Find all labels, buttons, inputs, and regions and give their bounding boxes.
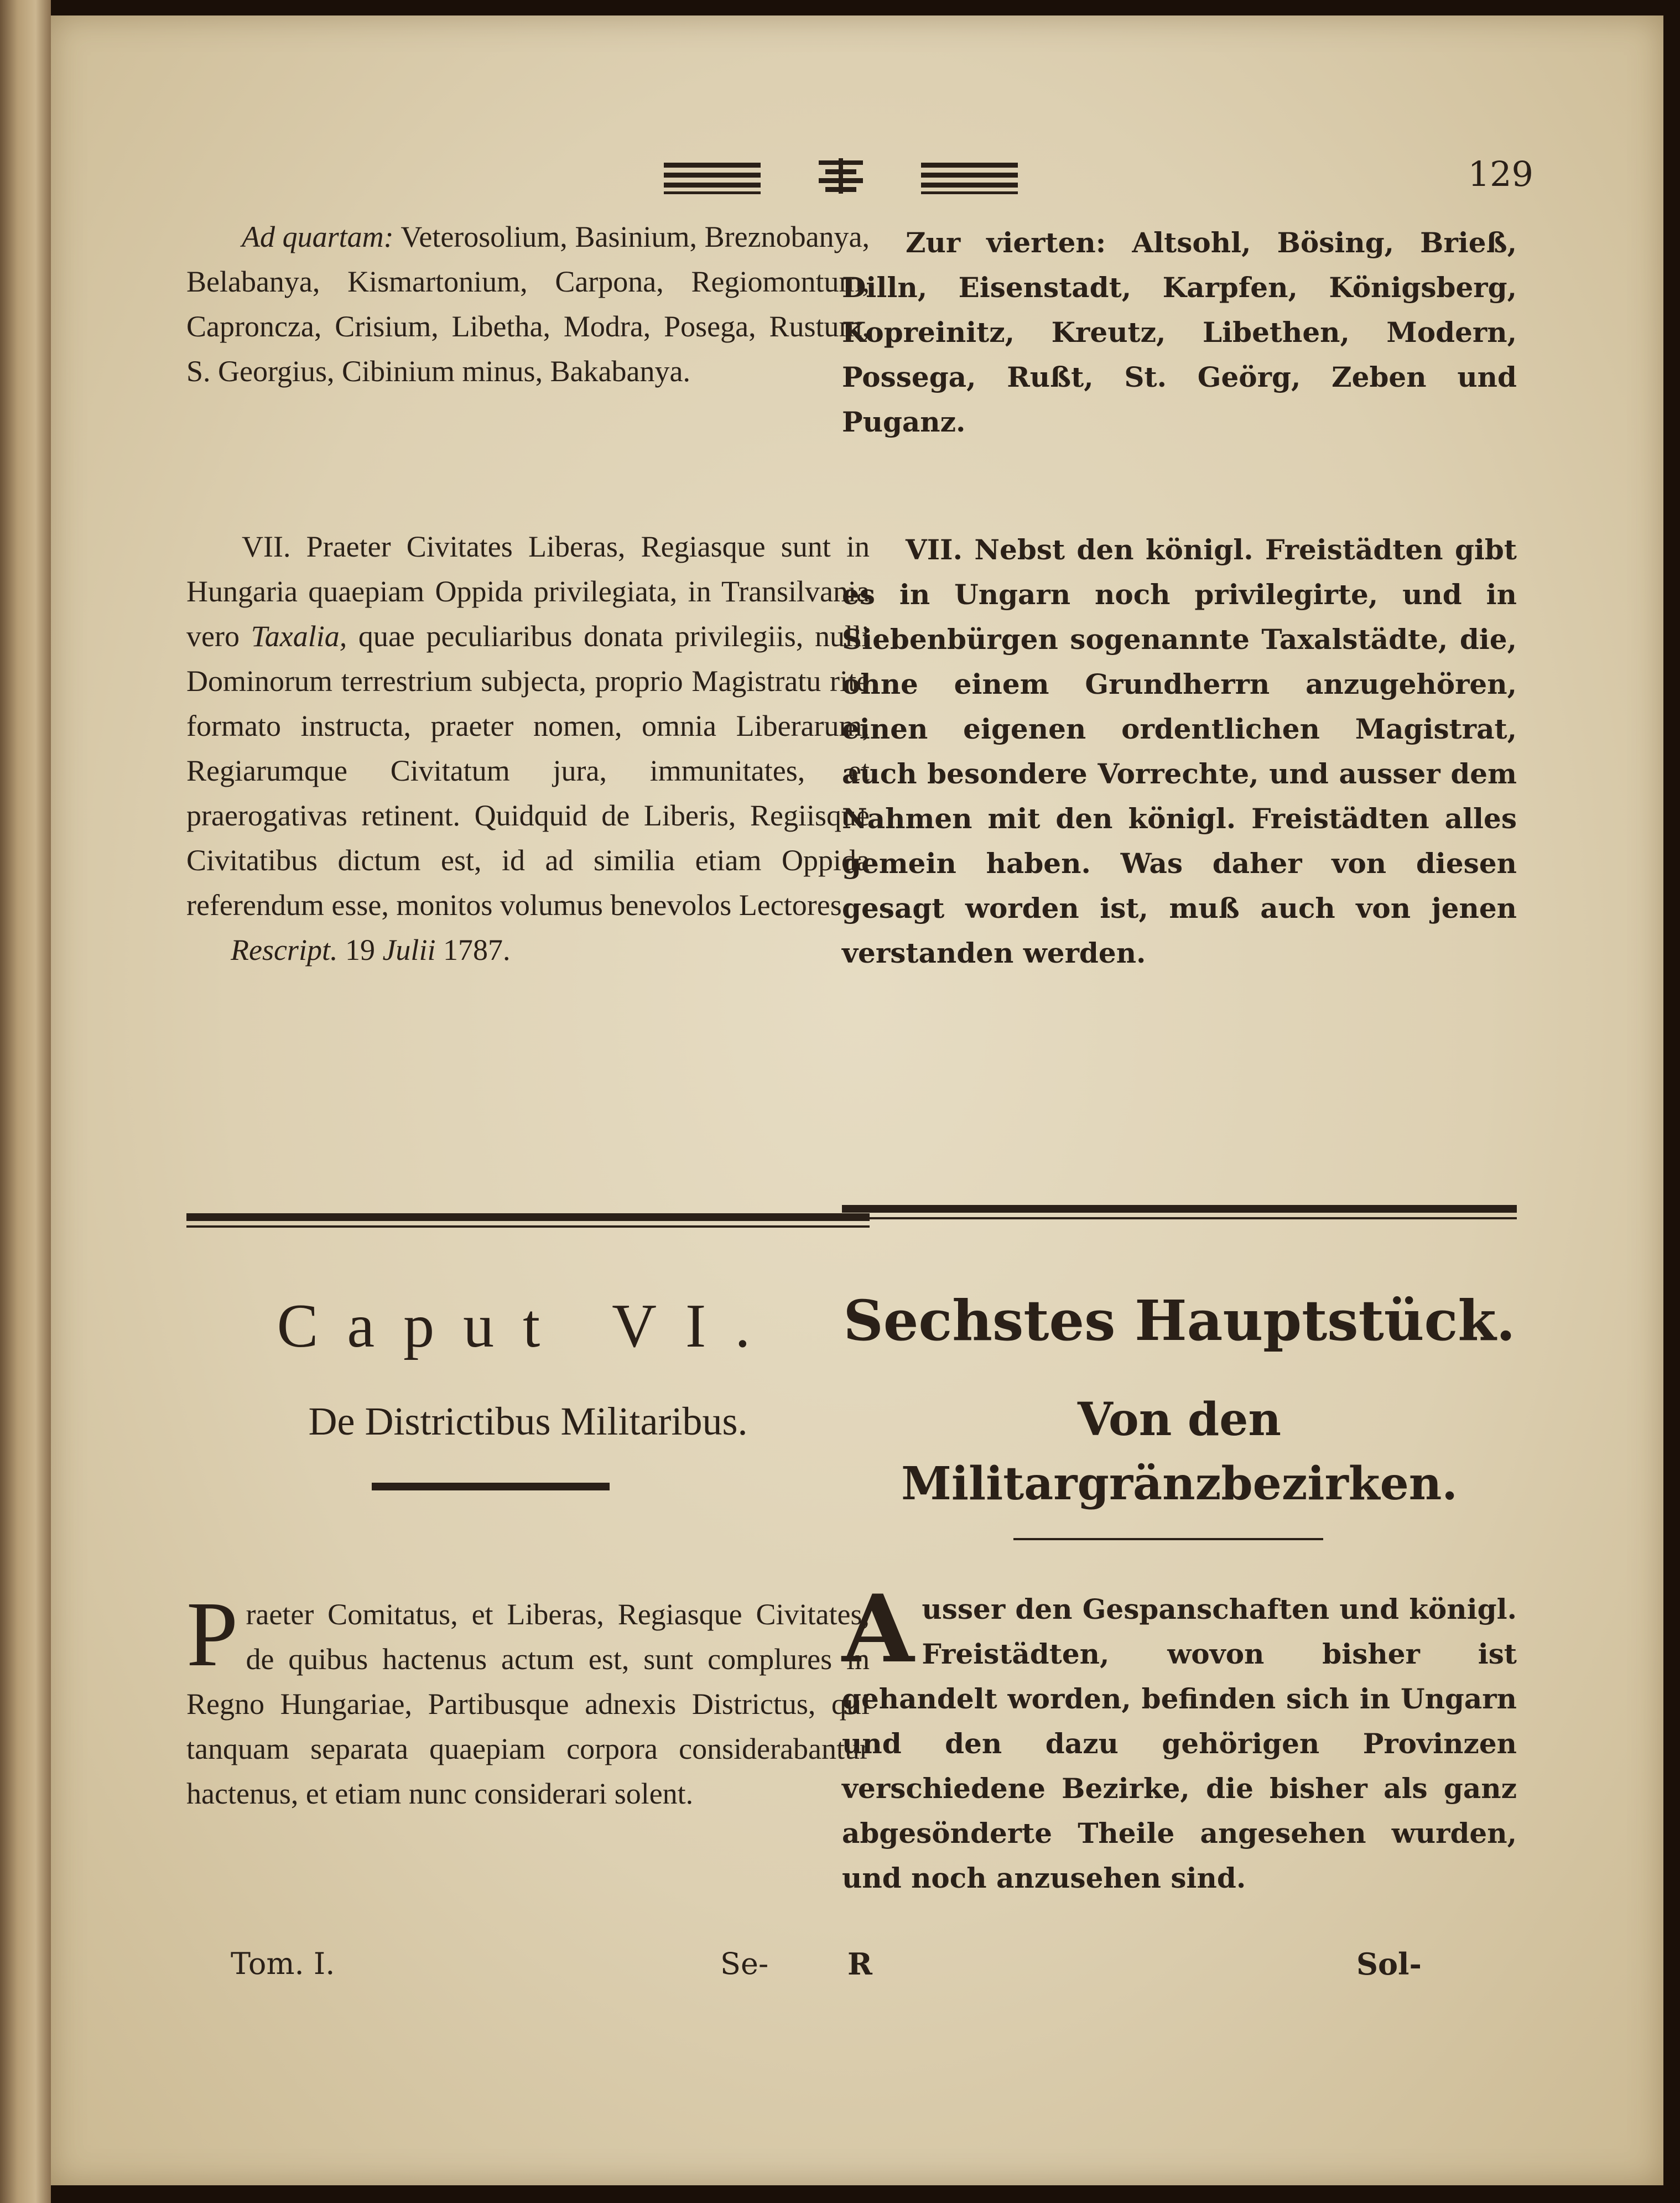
german-paragraph-1 <box>842 220 1517 444</box>
latin-paragraph-1 <box>186 215 870 394</box>
german-paragraph-2 <box>842 527 1517 975</box>
footer-signature-mark: R <box>847 1946 872 1982</box>
latin-p3-text: raeter Comitatus, et Liberas, Regiasque Civitates, de quibus hactenus actum est, sunt complures in Regno Hungariae, Partibusque adnexis Districtus, qui tanquam separata quaepiam corpora considerabantur hactenus, et etiam nunc considerari solent. <box>186 1598 870 1810</box>
german-chapter-rule <box>1013 1538 1323 1540</box>
latin-p2-italic: Taxalia, <box>251 620 347 653</box>
facing-page-edge <box>0 0 51 2203</box>
german-paragraph-3 <box>842 1574 1517 1900</box>
german-divider-rule <box>842 1205 1517 1213</box>
rescript-label: Rescript. <box>231 933 338 967</box>
german-divider-rule-thin <box>842 1217 1517 1219</box>
header-ornament-icon <box>664 158 1018 198</box>
german-p1-text: Zur vierten: Altsohl, Bösing, Brieß, Dilln, Eisenstadt, Karpfen, Königsberg, Kopreinitz, Kreutz, Libethen, Modern, Possega, Rußt, St. Geörg, Zeben und Puganz. <box>842 226 1517 438</box>
german-p3-text: usser den Gespanschaften und königl. Freistädten, wovon bisher ist gehandelt worden, befinden sich in Ungarn und den dazu gehörigen Provinzen verschiedene Bezirke, die bisher als ganz abgesönderte Theile angesehen wurden, und noch anzusehen sind. <box>842 1593 1517 1894</box>
latin-p1-label: Ad quartam: <box>242 220 394 253</box>
footer-german-catchword: Sol- <box>1356 1946 1422 1982</box>
german-p2-text: VII. Nebst den königl. Freistädten gibt es in Ungarn noch privilegirte, und in Siebenbürgen sogenannte Taxalstädte, die, ohne einem Grundherrn anzugehören, einen eigenen ordentlichen Magistrat, auch besondere Vorrechte, und ausser dem Nahmen mit den königl. Freistädten alles gemein haben. Was daher von diesen gesagt worden ist, muß auch von jenen verstanden werden. <box>842 533 1517 969</box>
latin-p2-b: quae peculiaribus donata privilegiis, nulli Dominorum terrestrium subjecta, proprio Magistratu rite formato instructa, praeter nomen, omnia Liberarum, Regiarumque Civitatum jura, immunitates, et praerogativas retinent. Quidquid de Liberis, Regiisque Civitatibus dictum est, id ad similia etiam Oppida referendum esse, monitos volumus benevolos Lectores. <box>186 620 870 922</box>
german-chapter-subtitle: Von den Militargränzbezirken. <box>901 1393 1458 1510</box>
rescript-line <box>186 928 870 973</box>
latin-p2-a: VII. Praeter Civitates Liberas, Regiasque sunt in Hungaria quaepiam Oppida privilegiata, in Transilvania vero <box>186 530 870 653</box>
rescript-day: 19 <box>345 933 375 967</box>
rescript-month: Julii <box>382 933 436 967</box>
footer-latin-catchword: Se- <box>720 1946 769 1981</box>
latin-dropcap: P <box>186 1583 238 1686</box>
german-dropcap: A <box>842 1574 914 1684</box>
latin-p1-text: Veterosolium, Basinium, Breznobanya, Belabanya, Kismartonium, Carpona, Regiomontum, Caproncza, Crisium, Libetha, Modra, Posega, Rustum, S. Georgius, Cibinium minus, Bakabanya. <box>186 220 870 388</box>
footer-volume: Tom. I. <box>231 1946 335 1981</box>
latin-divider-rule <box>186 1213 870 1221</box>
latin-chapter-title: Caput VI. <box>277 1292 779 1360</box>
latin-chapter-rule <box>372 1483 610 1490</box>
latin-chapter-subtitle: De Districtibus Militaribus. <box>308 1399 748 1443</box>
book-page <box>51 15 1663 2185</box>
german-chapter-title: Sechstes Hauptstück. <box>843 1288 1516 1353</box>
latin-paragraph-2 <box>186 524 870 973</box>
latin-paragraph-3 <box>186 1583 870 1816</box>
rescript-year: 1787. <box>443 933 511 967</box>
page-number: 129 <box>1468 154 1533 194</box>
latin-divider-rule-thin <box>186 1225 870 1228</box>
